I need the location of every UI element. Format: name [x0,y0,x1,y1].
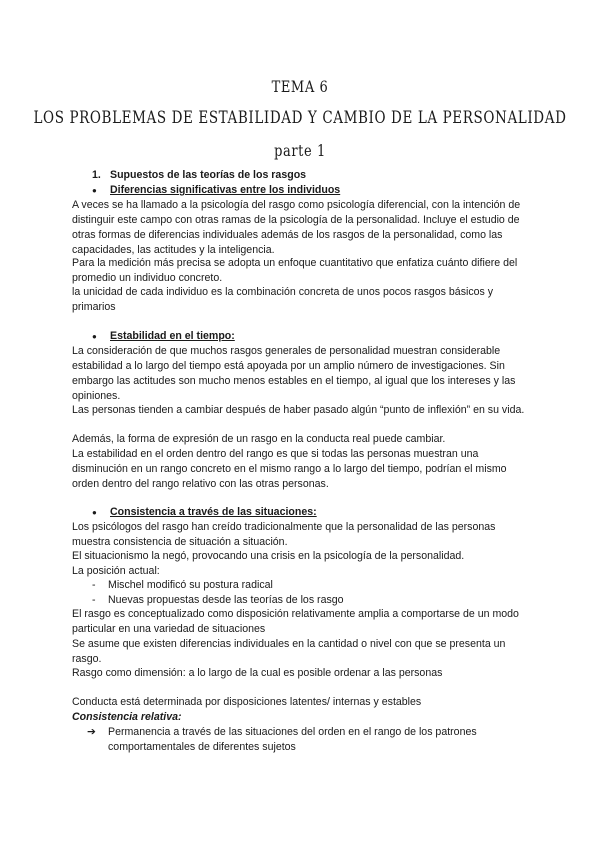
topic-number-title: TEMA 6 [271,78,329,97]
arrow-list-item: ➔ Permanencia a través de las situaciones del orden en el rango de los patrones comportamentales de diferentes sujetos [87,726,477,753]
bullet-heading-text: Diferencias significativas entre los individuos [110,184,341,196]
paragraph: La estabilidad en el orden dentro del rango es que si todas las personas muestran una disminución en un rango concreto en el mismo rango a lo largo del tiempo, podrían el mismo orden dentro del rango relativo con las otras personas. [72,448,507,490]
paragraph: Rasgo como dimensión: a lo largo de la cual es posible ordenar a las personas [72,667,443,679]
bullet-icon: ● [92,508,97,517]
section-number: 1. [92,169,101,181]
bullet-icon: ● [92,186,97,195]
list-item: - Nuevas propuestas desde las teorías de los rasgo [92,594,344,606]
subheading-consistencia-relativa: Consistencia relativa: [72,711,182,723]
paragraph: la unicidad de cada individuo es la combinación concreta de unos pocos rasgos básicos y primarios [72,286,494,313]
bullet-heading-text: Consistencia a través de las situaciones: [110,506,317,518]
paragraph: Además, la forma de expresión de un rasgo en la conducta real puede cambiar. [72,433,446,445]
dash-bullet: - [92,594,96,606]
topic-title: LOS PROBLEMAS DE ESTABILIDAD Y CAMBIO DE LA PERSONALIDAD [33,107,567,128]
bullet-heading-text: Estabilidad en el tiempo: [110,330,235,342]
paragraph: Conducta está determinada por disposiciones latentes/ internas y estables [72,696,422,708]
paragraph: Las personas tienden a cambiar después de haber pasado algún “punto de inflexión” en su vida. [72,404,525,416]
paragraph: La consideración de que muchos rasgos generales de personalidad muestran considerable estabilidad a lo largo del tiempo está apoyada por un amplio número de investigaciones. Sin embargo las actitudes son mucho menos estables en el tiempo, al igual que los intereses y las opiniones. [72,345,516,402]
paragraph: La posición actual: [72,565,160,577]
bullet-heading-estabilidad [92,329,235,344]
paragraph: A veces se ha llamado a la psicología del rasgo como psicología diferencial, con la intención de distinguir este campo con otras ramas de la psicología de la personalidad. Incluye el estudio de otras formas de diferencias individuales además de los rasgos de la personalidad, como las capacidades, las actitudes y la inteligencia. [72,199,521,256]
paragraph: El rasgo es conceptualizado como disposición relativamente amplia a comportarse de un modo particular en una variedad de situaciones [72,608,519,635]
bullet-heading-diferencias [92,183,340,198]
list-item: - Mischel modificó su postura radical [92,579,273,591]
part-title: parte 1 [274,142,326,161]
section-heading-1 [92,168,306,183]
paragraph: Los psicólogos del rasgo han creído tradicionalmente que la personalidad de las personas muestra consistencia de situación a situación. [72,521,496,548]
paragraph: Se asume que existen diferencias individuales en la cantidad o nivel con que se presenta un rasgo. [72,638,506,665]
dash-bullet: - [92,579,96,591]
arrow-icon: ➔ [87,726,96,738]
paragraph: Para la medición más precisa se adopta un enfoque cuantitativo que enfatiza cuánto difiere del promedio un individuo concreto. [72,257,518,284]
section-title: Supuestos de las teorías de los rasgos [110,169,307,181]
bullet-icon: ● [92,332,97,341]
paragraph: El situacionismo la negó, provocando una crisis en la psicología de la personalidad. [72,550,465,562]
bullet-heading-consistencia [92,505,317,520]
